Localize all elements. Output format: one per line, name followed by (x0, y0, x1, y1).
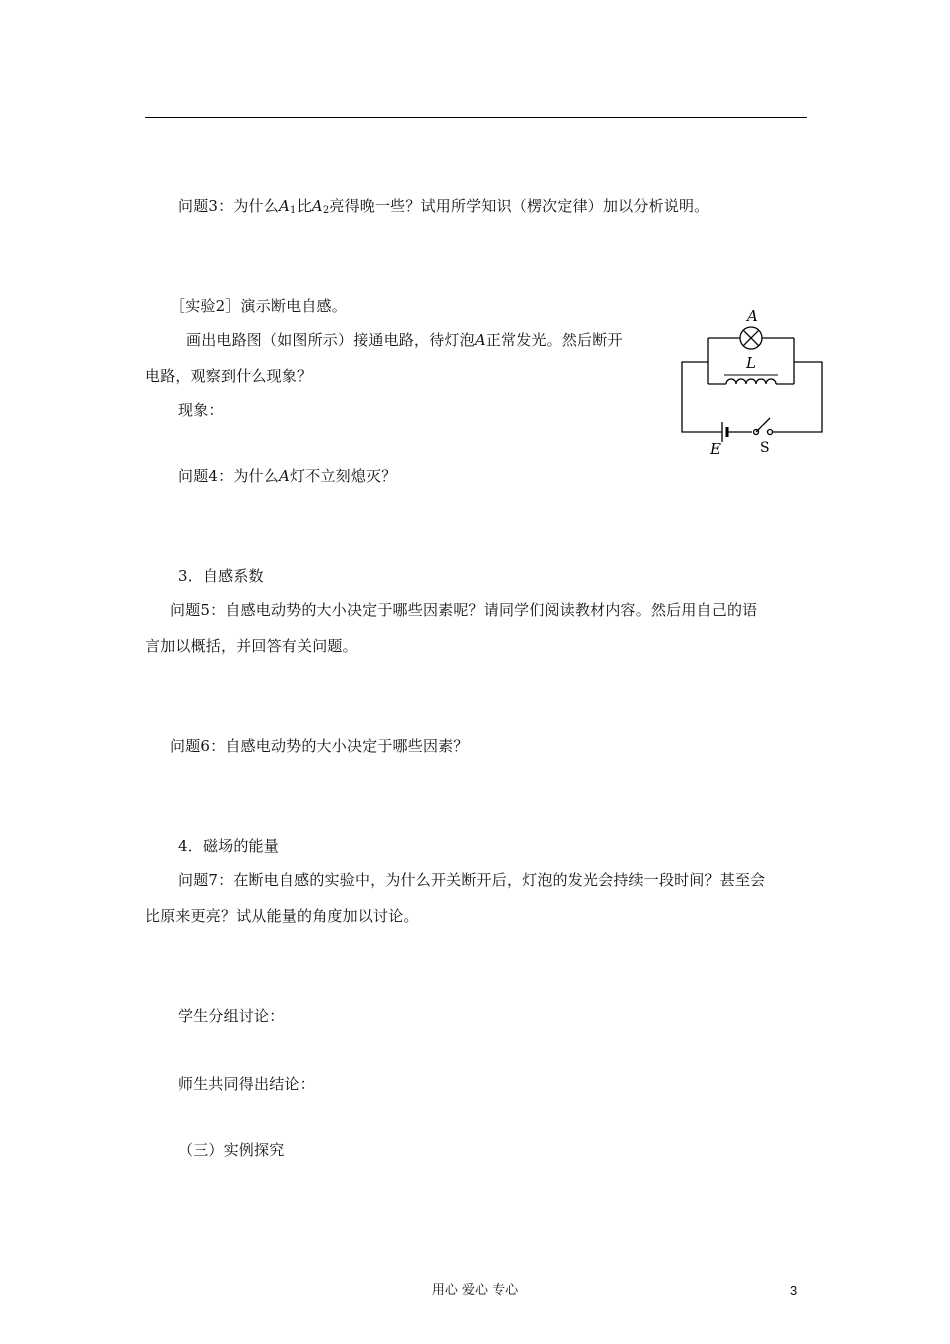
exp2-line1-pre: 画出电路图（如图所示）接通电路，待灯泡 (186, 331, 475, 349)
battery-icon (722, 422, 752, 442)
group-discussion: 学生分组讨论： (178, 1007, 285, 1025)
q3-mid: 比 (296, 197, 312, 215)
circuit-diagram (670, 298, 830, 463)
q3-a2: A (311, 197, 323, 215)
wire-right (770, 362, 822, 432)
experiment-2-line-1 (186, 330, 623, 350)
q4-pre: 问题4：为什么 (178, 467, 279, 485)
experiment-2-line-2: 电路，观察到什么现象？ (145, 367, 313, 385)
q3-a1: A (278, 197, 290, 215)
page-footer: 用心 爱心 专心 (431, 1283, 519, 1298)
switch-label: S (760, 440, 770, 456)
header-rule (145, 117, 807, 118)
phenomenon-label: 现象： (178, 401, 224, 419)
example-section-heading: （三）实例探究 (178, 1141, 285, 1159)
lamp-label: A (747, 307, 758, 325)
q3-a2-sub: 2 (322, 205, 330, 216)
wire-left (682, 362, 722, 432)
question-4 (178, 466, 396, 486)
inductor-label: L (746, 354, 756, 372)
question-7-line-2: 比原来更亮？试从能量的角度加以讨论。 (145, 907, 419, 925)
inductor-coil-icon (726, 379, 776, 384)
exp2-line1-post: 正常发光。然后断开 (485, 331, 623, 349)
section-3-heading: 3．自感系数 (178, 567, 264, 585)
q4-post: 灯不立刻熄灭？ (290, 467, 397, 485)
question-5-line-2: 言加以概括，并回答有关问题。 (145, 637, 358, 655)
switch-icon (754, 418, 773, 435)
exp2-line1-var: A (474, 331, 486, 349)
question-7-line-1: 问题7：在断电自感的实验中，为什么开关断开后，灯泡的发光会持续一段时间？甚至会 (178, 871, 766, 889)
lamp-icon (740, 327, 762, 349)
question-5-line-1: 问题5：自感电动势的大小决定于哪些因素呢？请同学们阅读教材内容。然后用自己的语 (170, 601, 758, 619)
page-number: 3 (790, 1283, 798, 1298)
q4-var: A (278, 467, 290, 485)
q3-prefix: 问题3：为什么 (178, 197, 279, 215)
q3-suffix: 亮得晚一些？试用所学知识（楞次定律）加以分析说明。 (329, 197, 710, 215)
battery-label: E (710, 440, 721, 458)
q3-a1-sub: 1 (290, 205, 297, 216)
experiment-2-title: ［实验2］演示断电自感。 (170, 297, 347, 315)
section-4-heading: 4．磁场的能量 (178, 837, 279, 855)
question-3 (178, 196, 709, 221)
question-6: 问题6：自感电动势的大小决定于哪些因素？ (170, 737, 469, 755)
conclusion-label: 师生共同得出结论： (178, 1075, 315, 1093)
